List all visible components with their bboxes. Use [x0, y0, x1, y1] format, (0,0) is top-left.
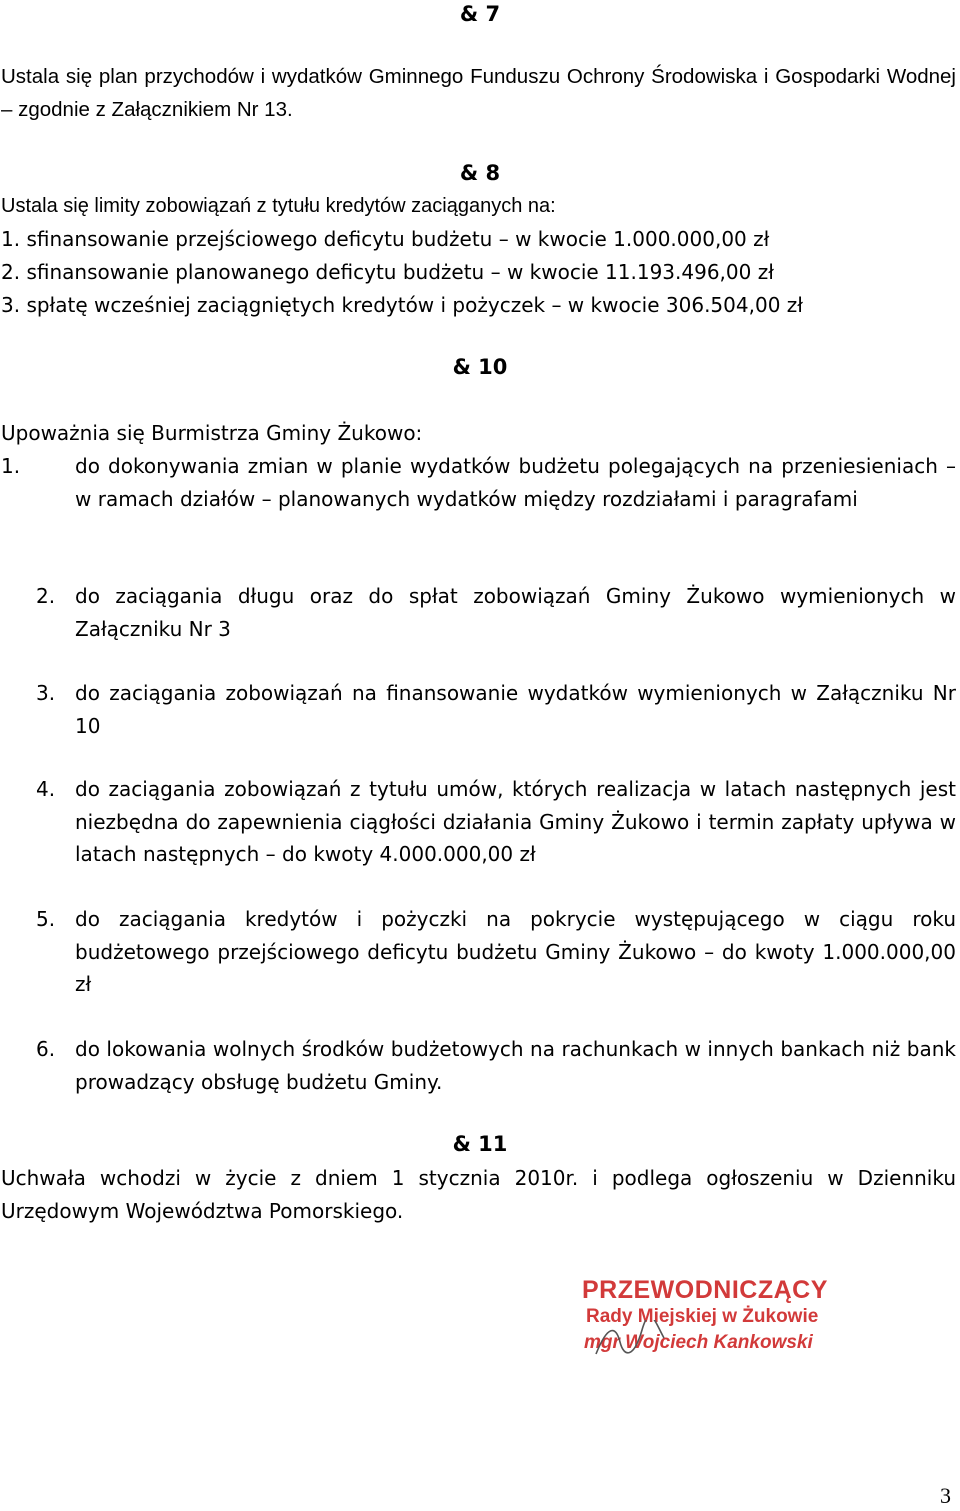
section-11-text: Uchwała wchodzi w życie z dniem 1 stycznia 2010r. i podlega ogłoszeniu w Dzienniku Urzędowym Województwa Pomorskiego.	[1, 1166, 956, 1223]
section-11-heading: & 11	[452, 1132, 508, 1156]
item-text: do zaciągania długu oraz do spłat zobowiązań Gminy Żukowo wymienionych w Załączniku Nr 3	[75, 584, 956, 641]
section-8-heading: & 8	[459, 161, 501, 185]
page-number: 3	[940, 1483, 951, 1508]
item-number: 2.	[36, 584, 56, 608]
signature-scribble	[590, 1320, 670, 1360]
section-8-line-2: 2. sfinansowanie planowanego deficytu budżetu – w kwocie 11.193.496,00 zł	[1, 260, 774, 284]
item-number: 3.	[36, 681, 56, 705]
item-number: 5.	[36, 907, 56, 931]
item-text: do zaciągania zobowiązań z tytułu umów, których realizacja w latach następnych jest niezbędna do zapewnienia ciągłości działania Gminy Żukowo i termin zapłaty upływa w latach następnych – do kwoty 4.000.000,00 zł	[75, 777, 956, 866]
item-text: do zaciągania zobowiązań na finansowanie wydatków wymienionych w Załączniku Nr 10	[75, 681, 956, 738]
section-7-heading: & 7	[459, 2, 501, 26]
section-8-line-3: 3. spłatę wcześniej zaciągniętych kredytów i pożyczek – w kwocie 306.504,00 zł	[1, 293, 803, 317]
section-7-text: Ustala się plan przychodów i wydatków Gminnego Funduszu Ochrony Środowiska i Gospodarki Wodnej – zgodnie z Załącznikiem Nr 13.	[1, 65, 956, 121]
item-text: do zaciągania kredytów i pożyczki na pokrycie występującego w ciągu roku budżetowego przejściowego deficytu budżetu Gminy Żukowo – do kwoty 1.000.000,00 zł	[75, 907, 956, 996]
item-number: 4.	[36, 777, 56, 801]
item-number: 6.	[36, 1037, 56, 1061]
section-10-intro: Upoważnia się Burmistrza Gminy Żukowo:	[1, 421, 423, 445]
section-8-line-1: 1. sfinansowanie przejściowego deficytu budżetu – w kwocie 1.000.000,00 zł	[1, 227, 770, 251]
section-10-heading: & 10	[452, 355, 508, 379]
stamp-council: Rady Miejskiej w Żukowie	[586, 1306, 819, 1327]
section-8-intro: Ustala się limity zobowiązań z tytułu kredytów zaciąganych na:	[1, 195, 556, 217]
item-text: do dokonywania zmian w planie wydatków budżetu polegających na przeniesieniach – w ramach działów – planowanych wydatków między rozdziałami i paragrafami	[75, 454, 956, 511]
stamp-name: mgr Wojciech Kankowski	[584, 1332, 813, 1353]
stamp-title: PRZEWODNICZĄCY	[582, 1276, 828, 1304]
item-text: do lokowania wolnych środków budżetowych na rachunkach w innych bankach niż bank prowadzący obsługę budżetu Gminy.	[75, 1037, 956, 1094]
item-number: 1.	[1, 454, 21, 478]
